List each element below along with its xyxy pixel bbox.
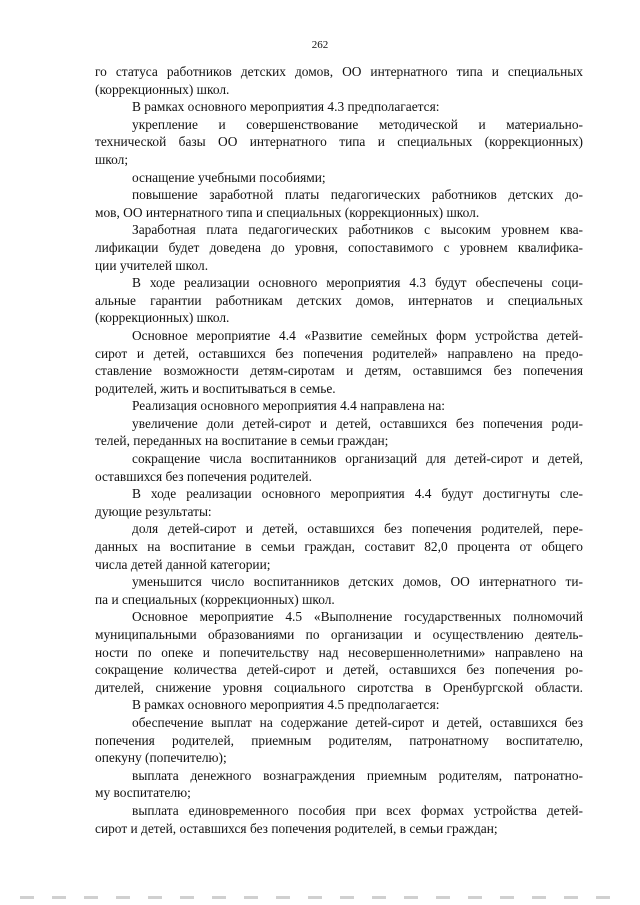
text-line: дителей, снижение уровня социального сиротства в Оренбургской области. xyxy=(95,679,583,695)
text-line: сокращение числа воспитанников организаций для детей-сирот и детей, xyxy=(132,451,583,467)
text-line: сирот и детей, оставшихся без попечения родителей, в семьи граждан; xyxy=(95,820,498,836)
text-line: лификации будет доведена до уровня, сопоставимого с уровнем квалифика- xyxy=(95,239,583,255)
text-line: выплата единовременного пособия при всех формах устройства детей- xyxy=(132,802,583,818)
text-line: уменьшится число воспитанников детских домов, ОО интернатного ти- xyxy=(132,574,583,590)
page-number: 262 xyxy=(311,39,329,51)
text-line: В ходе реализации основного мероприятия 4.3 будут обеспечены соци- xyxy=(132,275,583,291)
text-line: доля детей-сирот и детей, оставшихся без попечения родителей, пере- xyxy=(132,521,583,537)
document-body-text xyxy=(95,63,583,837)
text-line: выплата денежного вознаграждения приемным родителям, патронатно- xyxy=(132,767,583,783)
text-line: му воспитателю; xyxy=(95,785,191,801)
text-line: В ходе реализации основного мероприятия 4.4 будут достигнуты сле- xyxy=(132,486,583,502)
text-line: укрепление и совершенствование методической и материально- xyxy=(132,116,583,132)
text-line: В рамках основного мероприятия 4.5 предполагается: xyxy=(132,697,440,713)
text-line: В рамках основного мероприятия 4.3 предполагается: xyxy=(132,99,440,115)
text-line: па и специальных (коррекционных) школ. xyxy=(95,591,335,607)
text-line: го статуса работников детских домов, ОО интернатного типа и специальных xyxy=(95,64,583,79)
text-line: данных на воспитание в семьи граждан, составит 82,0 процента от общего xyxy=(95,539,583,555)
text-line: сокращение количества детей-сирот и детей, оставшихся без попечения ро- xyxy=(95,662,583,678)
text-line: родителей, жить и воспитываться в семье. xyxy=(95,380,336,396)
text-line: альные гарантии работникам детских домов, интернатов и специальных xyxy=(95,292,583,308)
text-line: ности по опеке и попечительству над несовершеннолетними» направлено на xyxy=(95,644,583,660)
text-line: Реализация основного мероприятия 4.4 направлена на: xyxy=(132,398,445,414)
text-line: (коррекционных) школ. xyxy=(95,310,230,326)
text-line: увеличение доли детей-сирот и детей, оставшихся без попечения роди- xyxy=(132,415,583,431)
text-line: опекуну (попечителю); xyxy=(95,750,227,766)
text-line: числа детей данной категории; xyxy=(95,556,271,572)
text-line: оснащение учебными пособиями; xyxy=(132,169,326,185)
text-line: школ; xyxy=(95,151,129,167)
text-line: технической базы ОО интернатного типа и специальных (коррекционных) xyxy=(95,134,583,150)
text-line: дующие результаты: xyxy=(95,503,212,519)
text-line: телей, переданных на воспитание в семьи граждан; xyxy=(95,433,389,449)
text-line: сирот и детей, оставшихся без попечения родителей» направлено на предо- xyxy=(95,345,583,361)
text-line: оставшихся без попечения родителей. xyxy=(95,468,312,484)
text-line: мов, ОО интернатного типа и специальных (коррекционных) школ. xyxy=(95,204,480,220)
text-line: обеспечение выплат на содержание детей-сирот и детей, оставшихся без xyxy=(132,714,583,730)
text-line: (коррекционных) школ. xyxy=(95,81,230,97)
footer-scan-artifact xyxy=(20,896,620,899)
text-line: ставление возможности детям-сиротам и детям, оставшимся без попечения xyxy=(95,363,583,379)
text-line: попечения родителей, приемным родителям, патронатному воспитателю, xyxy=(95,732,583,748)
text-line: повышение заработной платы педагогических работников детских до- xyxy=(132,187,583,203)
text-line: Заработная плата педагогических работников с высоким уровнем ква- xyxy=(132,222,583,238)
text-line: Основное мероприятие 4.4 «Развитие семейных форм устройства детей- xyxy=(132,327,583,343)
text-line: муниципальными образованиями по организации и осуществлению деятель- xyxy=(95,627,583,642)
text-line: Основное мероприятие 4.5 «Выполнение государственных полномочий xyxy=(132,609,583,625)
text-line: ции учителей школ. xyxy=(95,257,209,273)
